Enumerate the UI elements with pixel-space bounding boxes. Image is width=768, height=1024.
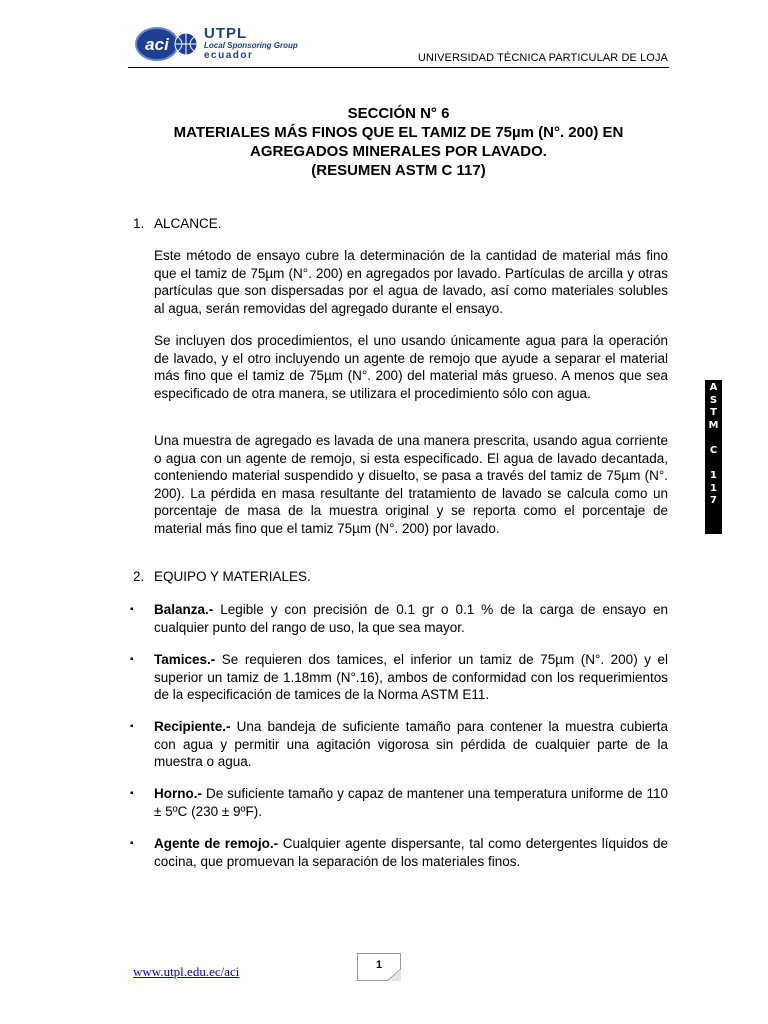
item-text: Una bandeja de suficiente tamaño para contener la muestra cubierta con agua y permitir una agitación vigorosa sin pérdida de cualquier parte de la muestra o agua. <box>154 719 668 770</box>
section-title: EQUIPO Y MATERIALES. <box>154 569 311 584</box>
logo-subtitle-text: Local Sponsoring Group <box>204 41 298 50</box>
side-tab-letter: 7 <box>710 495 717 507</box>
bullet-icon: ▪ <box>130 721 134 732</box>
section-number: 2. <box>133 569 145 584</box>
page-curl-icon <box>387 969 401 981</box>
title-line: AGREGADOS MINERALES POR LAVADO. <box>250 143 547 160</box>
side-tab-letter: 1 <box>710 470 717 482</box>
title-line: MATERIALES MÁS FINOS QUE EL TAMIZ DE 75µm (N°. 200) EN <box>173 124 624 141</box>
document-title <box>128 104 669 180</box>
side-tab-letter: 1 <box>710 482 717 494</box>
list-item-recipiente <box>130 718 668 771</box>
paragraph: Este método de ensayo cubre la determinación de la cantidad de material más fino que el tamiz de 75µm (N°. 200) en agregados por lavado. Partículas de arcilla y otras partículas que son dispersadas por el agua de lavado, así como materiales solubles al agua, serán removidas del agregado durante el ensayo. <box>154 248 668 316</box>
list-item-tamices <box>130 651 668 704</box>
item-text: Cualquier agente dispersante, tal como detergentes líquidos de cocina, que promuevan la separación de los materiales finos. <box>154 836 668 869</box>
astm-side-tab <box>705 380 722 534</box>
bullet-icon: ▪ <box>130 604 134 615</box>
section-number: 1. <box>133 216 145 231</box>
logo-country-text: ecuador <box>204 50 254 61</box>
header-divider <box>128 67 669 68</box>
page-number: 1 <box>375 959 383 971</box>
side-tab-letter: A <box>709 382 718 393</box>
bullet-icon: ▪ <box>130 654 134 665</box>
title-line: SECCIÓN N° 6 <box>347 105 450 122</box>
bullet-icon: ▪ <box>130 788 134 799</box>
side-tab-letter: T <box>710 407 717 419</box>
section-heading-equipo <box>133 569 311 584</box>
paragraph: Una muestra de agregado es lavada de una manera prescrita, usando agua corriente o agua con un agente de remojo, si esta especificado. El agua de lavado decantada, conteniendo material suspendido y disuelto, se pasa a través del tamiz de 75µm (N°. 200). La pérdida en masa resultante del tratamiento de lavado se calcula como un porcentaje de masa de la muestra original y se reporta como el porcentaje de material más fino que el tamiz 75µm (N°. 200) por lavado. <box>154 433 668 536</box>
item-text: Se requieren dos tamices, el inferior un tamiz de 75µm (N°. 200) y el superior un tamiz de 1.18mm (N°.16), ambos de conformidad con los requerimientos de la especificación de tamices de la Norma ASTM E11. <box>154 652 668 703</box>
section-title: ALCANCE. <box>154 216 222 231</box>
list-item-balanza <box>130 601 668 636</box>
footer-website-link[interactable]: www.utpl.edu.ec/aci <box>133 964 240 979</box>
item-term: Tamices.- <box>154 652 216 667</box>
item-term: Horno.- <box>154 786 202 801</box>
list-item-horno <box>130 785 668 820</box>
section-heading-alcance <box>133 216 222 231</box>
logo-aci-text: aci <box>145 35 169 54</box>
side-tab-letter: M <box>708 419 719 431</box>
paragraph: Se incluyen dos procedimientos, el uno usando únicamente agua para la operación de lavado, y el otro incluyendo un agente de remojo que ayude a separar el material más fino que el tamiz de 75µm (N°. 200) del material más grueso. A menos que sea especificado de otra manera, se utilizara el procedimiento sólo con agua. <box>154 333 668 401</box>
item-text: Legible y con precisión de 0.1 gr o 0.1 % de la carga de ensayo en cualquier punto del rango de uso, la que sea mayor. <box>154 602 668 635</box>
title-line: (RESUMEN ASTM C 117) <box>311 162 486 179</box>
logo-brand-text: UTPL <box>204 25 248 42</box>
item-term: Recipiente.- <box>154 719 231 734</box>
side-tab-letter: C <box>709 444 718 456</box>
page-number-box <box>357 953 401 981</box>
list-item-agente-remojo <box>130 835 668 870</box>
item-term: Balanza.- <box>154 602 214 617</box>
side-tab-letter: S <box>709 394 718 406</box>
item-text: De suficiente tamaño y capaz de mantener una temperatura uniforme de 110 ± 5ºC (230 ± 9ºF). <box>154 786 668 819</box>
item-term: Agente de remojo.- <box>154 836 279 851</box>
bullet-icon: ▪ <box>130 838 134 849</box>
university-name: UNIVERSIDAD TÉCNICA PARTICULAR DE LOJA <box>417 52 668 64</box>
aci-logo <box>134 24 304 64</box>
